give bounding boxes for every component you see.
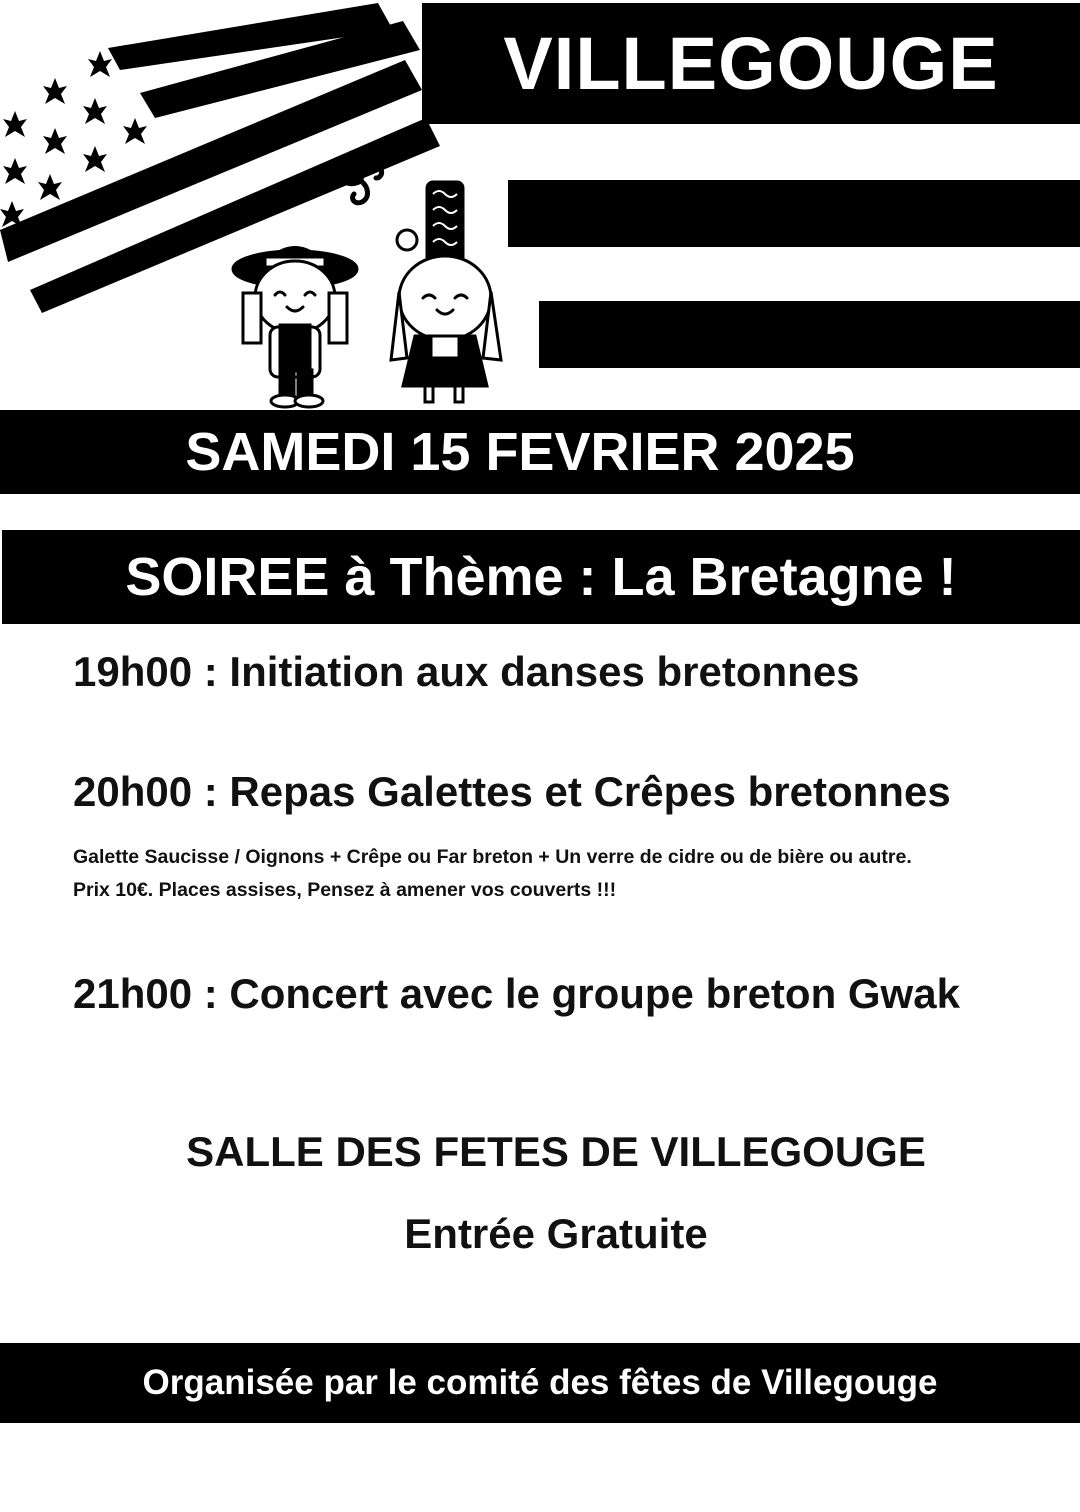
organizer-text: Organisée par le comité des fêtes de Villegouge bbox=[142, 1363, 938, 1402]
triskel-icon bbox=[330, 150, 392, 212]
date-banner bbox=[0, 410, 1080, 494]
event-date: SAMEDI 15 FEVRIER 2025 bbox=[185, 422, 855, 482]
town-title-box bbox=[422, 3, 1080, 124]
venue-name: SALLE DES FETES DE VILLEGOUGE bbox=[186, 1128, 926, 1175]
theme-banner bbox=[2, 530, 1080, 624]
town-title: VILLEGOUGE bbox=[503, 22, 999, 105]
flag-stripe bbox=[539, 301, 1080, 368]
program-item-dance: 19h00 : Initiation aux danses bretonnes bbox=[73, 648, 860, 695]
meal-details-line: Galette Saucisse / Oignons + Crêpe ou Far breton + Un verre de cidre ou de bière ou autre. bbox=[73, 846, 912, 868]
program-item-meal: 20h00 : Repas Galettes et Crêpes bretonnes bbox=[73, 768, 951, 815]
footer-banner bbox=[0, 1343, 1080, 1423]
breton-boy-icon bbox=[225, 225, 365, 410]
program-item-concert: 21h00 : Concert avec le groupe breton Gwak bbox=[73, 970, 960, 1017]
breton-girl-icon bbox=[385, 180, 505, 410]
flag-stripe bbox=[508, 180, 1080, 247]
entry-info: Entrée Gratuite bbox=[404, 1210, 708, 1257]
meal-price-line: Prix 10€. Places assises, Pensez à amener vos couverts !!! bbox=[73, 879, 617, 901]
event-theme: SOIREE à Thème : La Bretagne ! bbox=[125, 547, 957, 607]
